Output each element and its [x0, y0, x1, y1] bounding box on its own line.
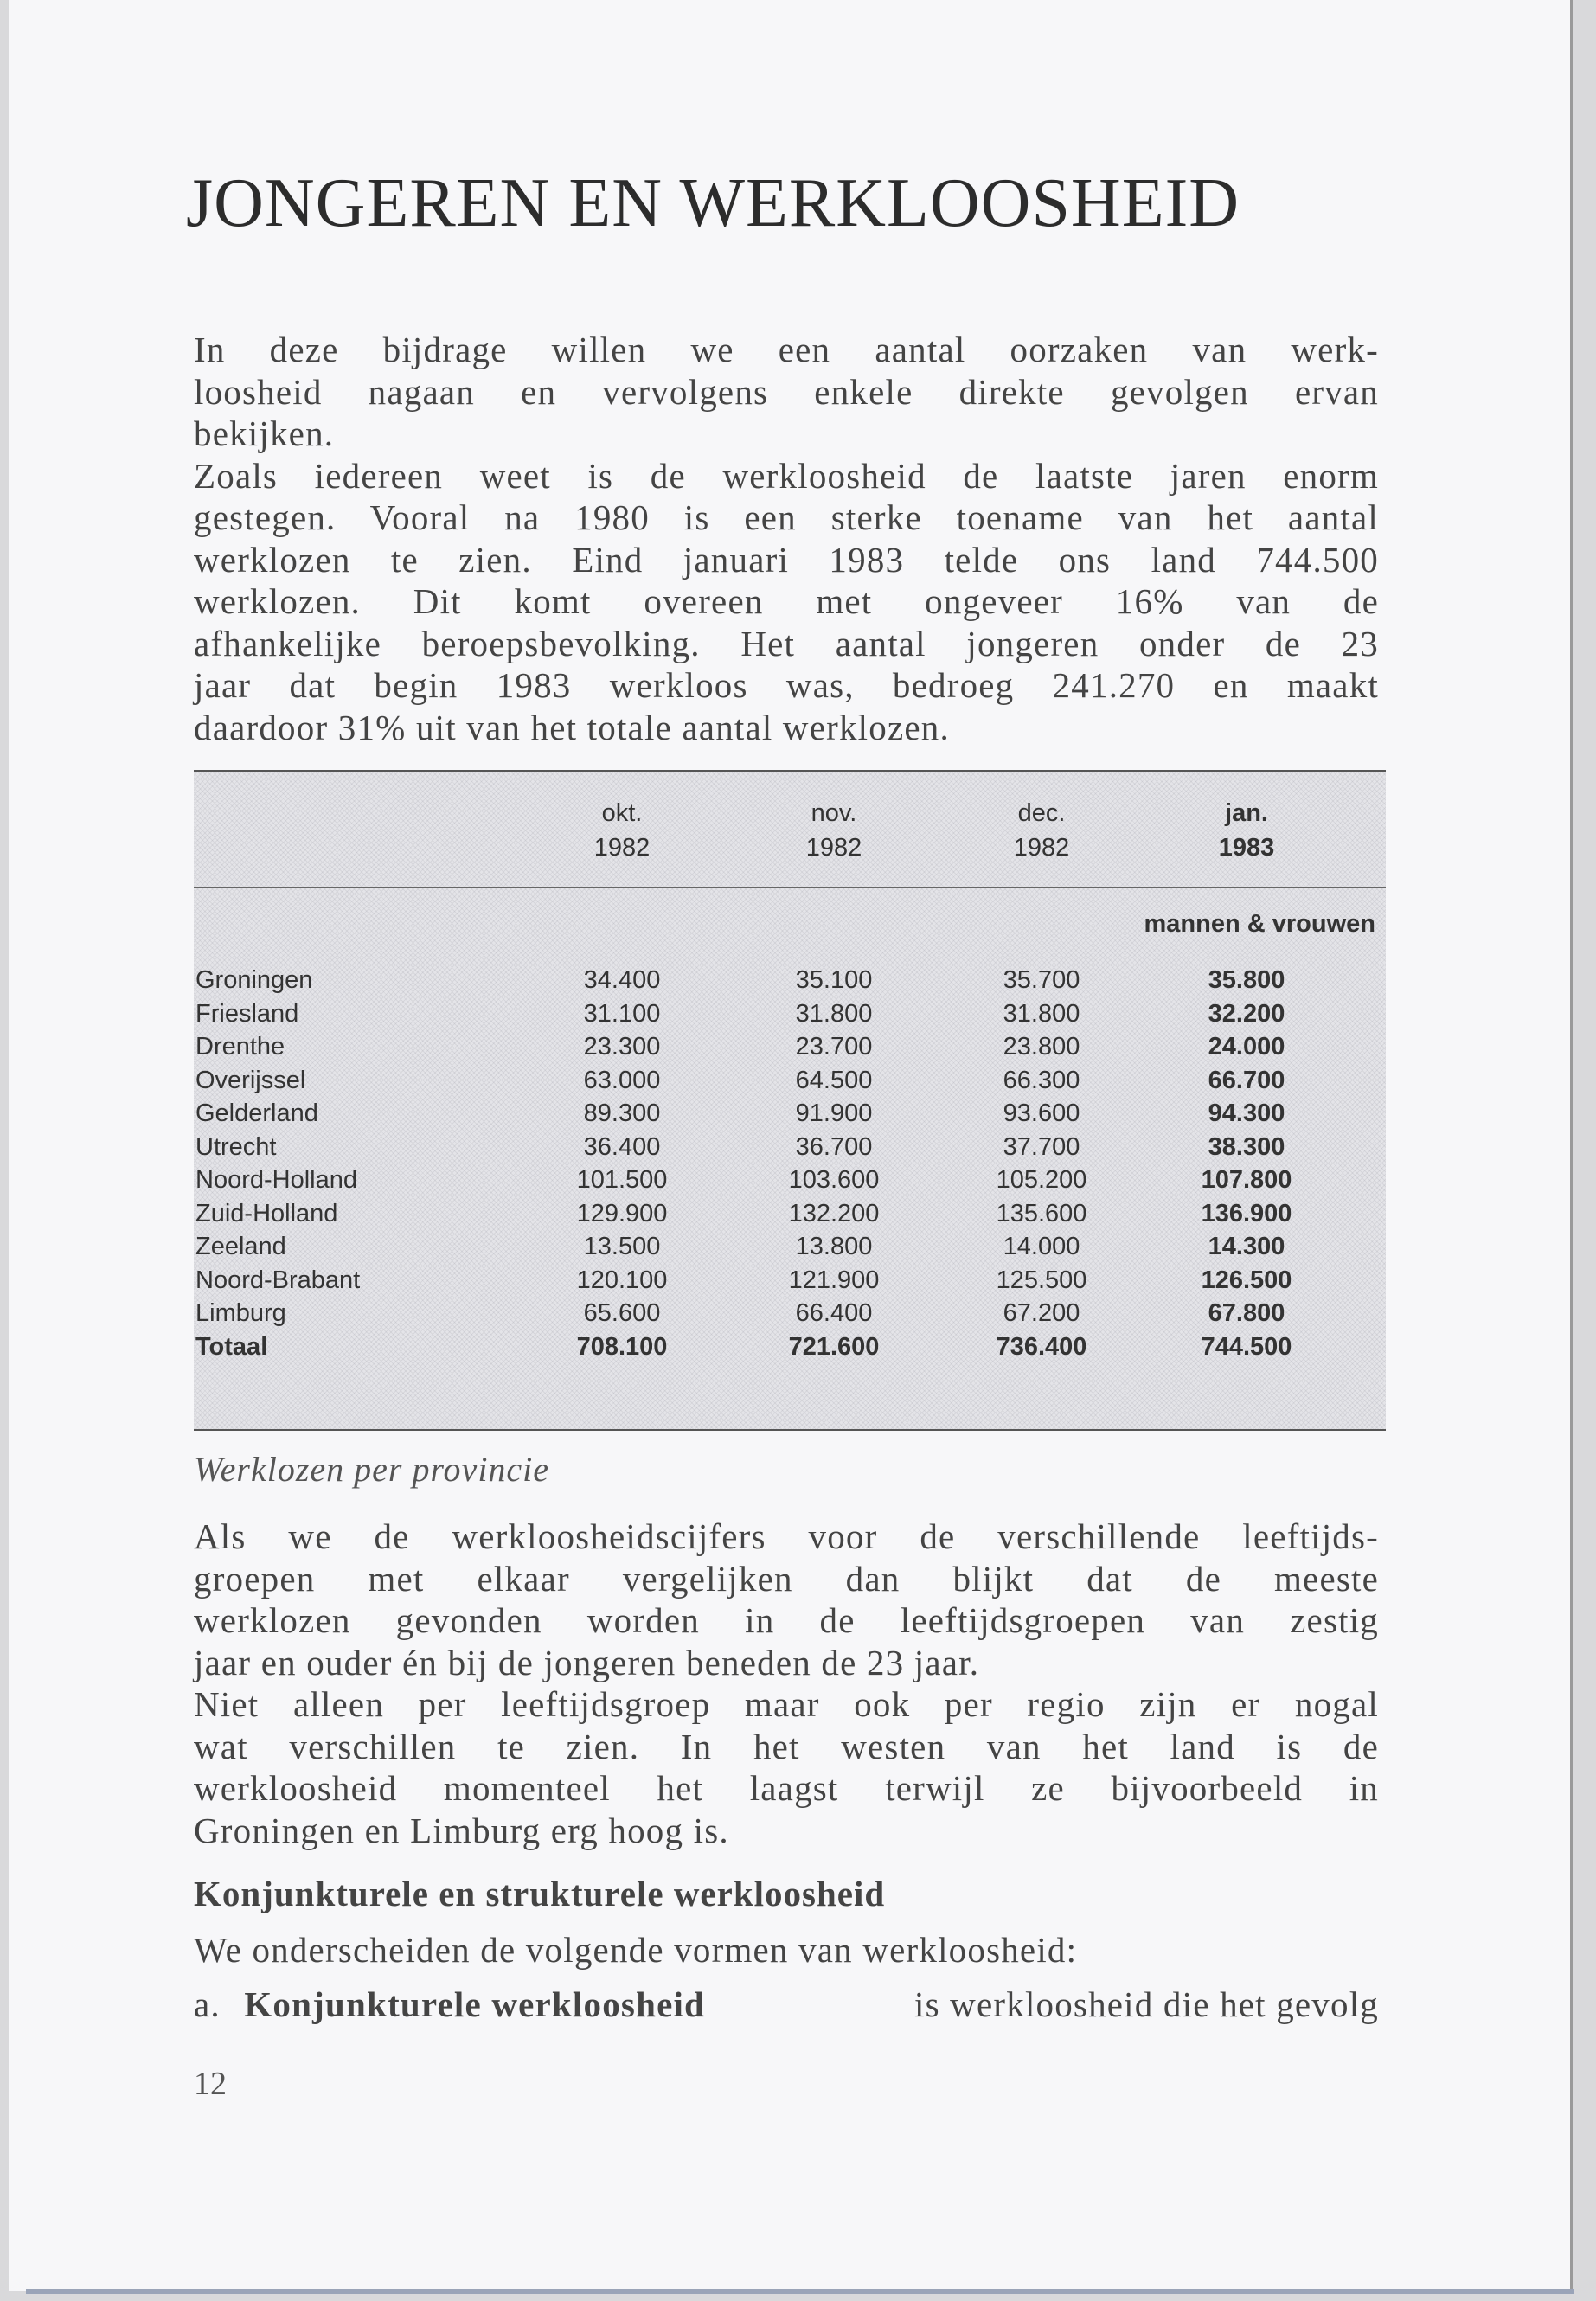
province-label: Friesland: [195, 999, 299, 1028]
table-cell: 101.500: [576, 1166, 668, 1194]
table-cell: 13.800: [795, 1233, 873, 1260]
text-line: jaar en ouder én bij de jongeren beneden de 23 jaar.: [194, 1642, 980, 1682]
header-month: dec.: [1017, 799, 1066, 827]
column-header: [769, 796, 899, 865]
table-row: [194, 1197, 1386, 1231]
text-line: jaar dat begin 1983 werkloos was, bedroeg 241.270 en maakt: [194, 665, 1379, 705]
header-divider: [194, 887, 1386, 888]
table-row: [194, 1297, 1386, 1330]
list-item-a: [194, 1984, 1379, 2025]
province-label: Totaal: [195, 1332, 268, 1361]
table-cell: 36.700: [795, 1132, 873, 1161]
province-label: Noord-Brabant: [195, 1266, 361, 1294]
text-line: Groningen en Limburg erg hoog is.: [194, 1810, 729, 1850]
province-label: Zeeland: [195, 1233, 286, 1260]
table-cell: 66.700: [1208, 1066, 1285, 1094]
province-label: Limburg: [195, 1299, 286, 1327]
table-cell: 13.500: [583, 1233, 661, 1260]
table-cell: 38.300: [1208, 1132, 1285, 1161]
column-header: [557, 796, 687, 865]
table-cell: 136.900: [1201, 1199, 1292, 1227]
table-cell: 23.800: [1003, 1033, 1080, 1061]
text-line: groepen met elkaar vergelijken dan blijkt dat de meeste: [194, 1558, 1379, 1599]
text-line: werklozen gevonden worden in de leeftijdsgroepen van zestig: [194, 1600, 1379, 1640]
section-heading: Konjunkturele en strukturele werkloosheid: [194, 1874, 886, 1913]
province-label: Noord-Holland: [195, 1166, 357, 1194]
column-header: [977, 796, 1106, 865]
table-cell: 125.500: [996, 1266, 1087, 1294]
page-edge: [26, 2289, 1574, 2294]
table-row: [194, 964, 1386, 997]
header-month: jan.: [1225, 799, 1268, 827]
province-label: Drenthe: [195, 1033, 285, 1061]
forms-intro: We onderscheiden de volgende vormen van werkloosheid:: [194, 1930, 1078, 1970]
table-body: [194, 964, 1386, 1363]
header-year: 1982: [593, 834, 651, 862]
table-row: [194, 1030, 1386, 1064]
table-cell: 91.900: [795, 1099, 873, 1127]
table-cell: 63.000: [583, 1066, 661, 1094]
province-label: Gelderland: [195, 1099, 318, 1127]
table-cell: 23.700: [795, 1033, 873, 1061]
table-cell: 721.600: [788, 1332, 880, 1361]
header-month: nov.: [811, 799, 857, 827]
text-line: werklozen te zien. Eind januari 1983 telde ons land 744.500: [194, 539, 1379, 580]
header-year: 1983: [1218, 834, 1275, 862]
table-cell: 105.200: [996, 1166, 1087, 1194]
intro-paragraph: [194, 329, 1379, 748]
text-line: werklozen. Dit komt overeen met ongeveer 16% van de: [194, 581, 1379, 621]
table-cell: 35.700: [1003, 966, 1080, 994]
table-cell: 66.300: [1003, 1066, 1080, 1094]
table-row: [194, 1064, 1386, 1098]
table-cell: 744.500: [1201, 1332, 1292, 1361]
table-row: [194, 1230, 1386, 1264]
table-cell: 35.800: [1208, 966, 1285, 994]
table-cell: 67.200: [1003, 1299, 1080, 1327]
text-line: loosheid nagaan en vervolgens enkele direkte gevolgen ervan: [194, 371, 1379, 412]
table-cell: 66.400: [795, 1299, 873, 1327]
table-cell: 34.400: [583, 966, 661, 994]
table-cell: 14.300: [1208, 1233, 1285, 1260]
unit-label: mannen & vrouwen: [1144, 910, 1375, 938]
column-header: [1182, 796, 1311, 865]
table-cell: 36.400: [583, 1132, 661, 1161]
text-line: afhankelijke beroepsbevolking. Het aantal jongeren onder de 23: [194, 623, 1379, 663]
table-cell: 64.500: [795, 1066, 873, 1094]
table-row: [194, 1097, 1386, 1131]
table-row: [194, 997, 1386, 1031]
table-cell: 94.300: [1208, 1099, 1285, 1127]
text-line: werkloosheid momenteel het laagst terwijl ze bijvoorbeeld in: [194, 1768, 1379, 1808]
table-caption: Werklozen per provincie: [194, 1450, 550, 1489]
table-cell: 24.000: [1208, 1033, 1285, 1061]
table-cell: 736.400: [996, 1332, 1087, 1361]
text-line: gestegen. Vooral na 1980 is een sterke toename van het aantal: [194, 497, 1379, 537]
table-cell: 129.900: [576, 1199, 668, 1227]
table-cell: 132.200: [788, 1199, 880, 1227]
table-cell: 31.100: [583, 999, 661, 1028]
text-line: daardoor 31% uit van het totale aantal werklozen.: [194, 707, 950, 747]
table-cell: 35.100: [795, 966, 873, 994]
list-text: is werkloosheid die het gevolg: [913, 1984, 1379, 2024]
table-row: [194, 1163, 1386, 1197]
table-cell: 135.600: [996, 1199, 1087, 1227]
table-cell: 89.300: [583, 1099, 661, 1127]
page-title: JONGEREN EN WERKLOOSHEID: [186, 165, 1240, 241]
header-year: 1982: [1013, 834, 1070, 862]
page-number: 12: [194, 2066, 227, 2102]
table-cell: 67.800: [1208, 1299, 1285, 1327]
table-cell: 708.100: [576, 1332, 668, 1361]
table-cell: 121.900: [788, 1266, 880, 1294]
province-label: Utrecht: [195, 1132, 277, 1161]
table-cell: 93.600: [1003, 1099, 1080, 1127]
table-cell: 103.600: [788, 1166, 880, 1194]
list-marker: a.: [194, 1984, 221, 2024]
table-cell: 31.800: [795, 999, 873, 1028]
header-month: okt.: [601, 799, 643, 827]
table-cell: 107.800: [1201, 1166, 1292, 1194]
unemployment-table: [194, 770, 1386, 1431]
text-line: wat verschillen te zien. In het westen van het land is de: [194, 1726, 1379, 1766]
table-cell: 32.200: [1208, 999, 1285, 1028]
text-line: Zoals iedereen weet is de werkloosheid de laatste jaren enorm: [194, 455, 1379, 496]
table-cell: 126.500: [1201, 1266, 1292, 1294]
table-row: [194, 1131, 1386, 1164]
header-year: 1982: [805, 834, 862, 862]
table-cell: 23.300: [583, 1033, 661, 1061]
table-row: [194, 1264, 1386, 1298]
table-cell: 120.100: [576, 1266, 668, 1294]
text-line: Als we de werkloosheidscijfers voor de verschillende leeftijds-: [194, 1516, 1379, 1556]
table-cell: 65.600: [583, 1299, 661, 1327]
text-line: In deze bijdrage willen we een aantal oorzaken van werk-: [194, 330, 1379, 369]
table-cell: 14.000: [1003, 1233, 1080, 1260]
body-paragraph: [194, 1516, 1379, 1851]
text-line: bekijken.: [194, 413, 335, 453]
province-label: Overijssel: [195, 1066, 306, 1094]
list-term: Konjunkturele werkloosheid: [244, 1984, 706, 2024]
province-label: Zuid-Holland: [195, 1199, 338, 1227]
table-row: [194, 1330, 1386, 1364]
table-cell: 31.800: [1003, 999, 1080, 1028]
text-line: Niet alleen per leeftijdsgroep maar ook per regio zijn er nogal: [194, 1684, 1379, 1724]
province-label: Groningen: [195, 966, 313, 994]
table-cell: 37.700: [1003, 1132, 1080, 1161]
